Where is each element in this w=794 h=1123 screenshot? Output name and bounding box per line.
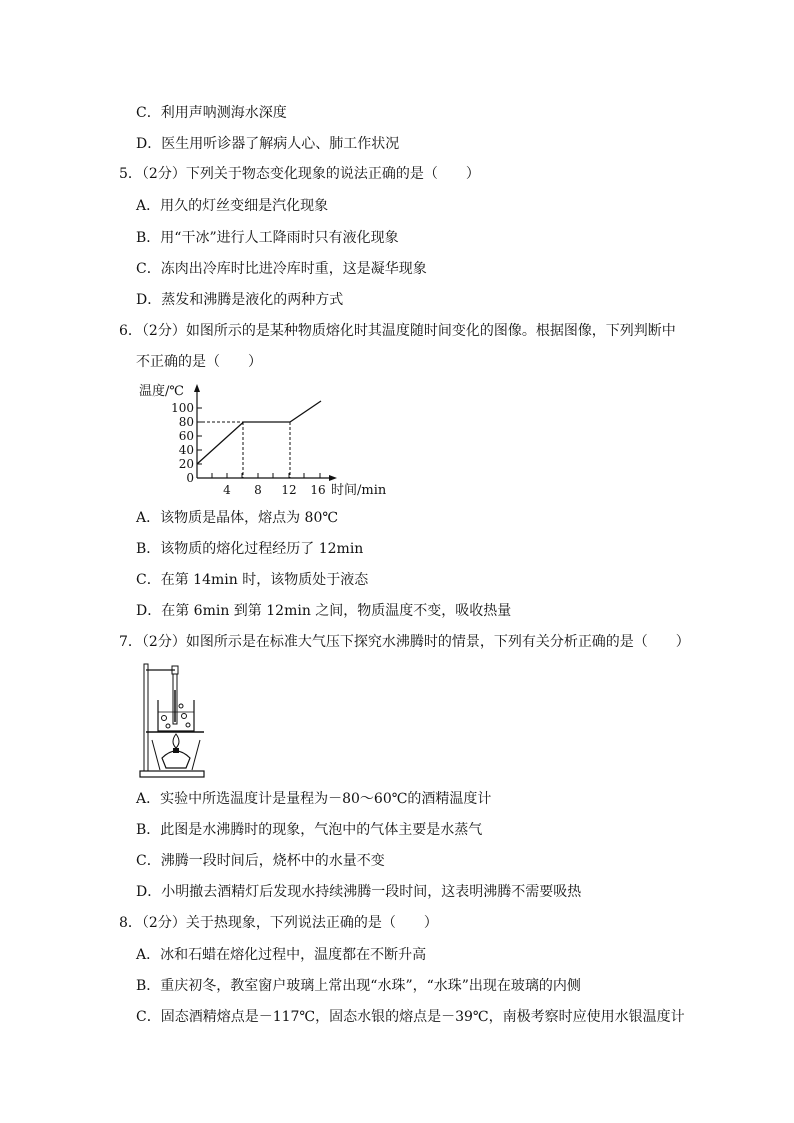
x-tick-8: 8 (254, 483, 262, 497)
q8-option-a: A．冰和石蜡在熔化过程中，温度都在不断升高 (136, 947, 427, 963)
data-series-line (197, 401, 321, 464)
y-tick-100: 100 (171, 401, 194, 415)
chart-xlabel: 时间/min (331, 483, 387, 498)
q7-stem: 7．（2分）如图所示是在标准大气压下探究水沸腾时的情景，下列有关分析正确的是（ ） (119, 634, 690, 650)
stand-rod (144, 664, 148, 771)
q5-option-b: B．用“干冰”进行人工降雨时只有液化现象 (136, 230, 399, 246)
q8-option-c: C．固态酒精熔点是－117℃，固态水银的熔点是－39℃，南极考察时应使用水银温度计 (136, 1009, 685, 1025)
bubble (182, 714, 187, 719)
stand-base (140, 771, 204, 777)
x-axis-arrow (329, 475, 337, 481)
q6-option-a: A．该物质是晶体，熔点为 80℃ (136, 510, 339, 526)
tripod-leg (152, 740, 160, 770)
alcohol-lamp (162, 751, 190, 768)
x-tick-16: 16 (310, 483, 326, 497)
chart-ylabel: 温度/℃ (139, 384, 184, 399)
q5-option-d: D．蒸发和沸腾是液化的两种方式 (136, 292, 344, 308)
q6-option-d: D．在第 6min 到第 12min 之间，物质温度不变，吸收热量 (136, 603, 512, 619)
q7-option-c: C．沸腾一段时间后，烧杯中的水量不变 (136, 853, 385, 869)
q5-stem: 5．（2分）下列关于物态变化现象的说法正确的是（ ） (119, 166, 480, 182)
q6-stem-line1: 6．（2分）如图所示的是某种物质熔化时其温度随时间变化的图像。根据图像，下列判断中 (119, 323, 676, 339)
boiling-apparatus-figure (138, 660, 208, 780)
q6-option-b: B．该物质的熔化过程经历了 12min (136, 541, 364, 557)
q6-stem-line2: 不正确的是（ ） (136, 354, 262, 370)
x-tick-4: 4 (223, 483, 231, 497)
q8-option-b: B．重庆初冬，教室窗户玻璃上常出现“水珠”，“水珠”出现在玻璃的内侧 (136, 978, 581, 994)
melting-curve-chart (135, 378, 400, 500)
tripod-leg (192, 740, 200, 770)
q4-option-c: C．利用声呐测海水深度 (136, 105, 287, 121)
q5-option-c: C．冻肉出冷库时比进冷库时重，这是凝华现象 (136, 261, 427, 277)
q6-option-c: C．在第 14min 时，该物质处于液态 (136, 572, 369, 588)
y-axis-arrow (194, 384, 200, 392)
bubble (162, 716, 167, 721)
bubble (166, 724, 170, 728)
y-tick-20: 20 (178, 457, 194, 471)
bubble (186, 723, 190, 727)
lamp-wick-holder (173, 748, 179, 753)
q7-option-d: D．小明撤去酒精灯后发现水持续沸腾一段时间，这表明沸腾不需要吸热 (136, 884, 582, 900)
q7-option-a: A．实验中所选温度计是量程为－80～60℃的酒精温度计 (136, 791, 492, 807)
y-tick-60: 60 (178, 429, 194, 443)
x-tick-12: 12 (281, 483, 297, 497)
y-tick-40: 40 (178, 443, 194, 457)
q8-stem: 8．（2分）关于热现象，下列说法正确的是（ ） (119, 915, 438, 931)
q4-option-d: D．医生用听诊器了解病人心、肺工作状况 (136, 136, 400, 152)
y-tick-0: 0 (186, 471, 194, 485)
q7-option-b: B．此图是水沸腾时的现象，气泡中的气体主要是水蒸气 (136, 822, 483, 838)
y-tick-80: 80 (178, 415, 194, 429)
bubble (179, 704, 183, 708)
q5-option-a: A．用久的灯丝变细是汽化现象 (136, 198, 329, 214)
flame (173, 734, 179, 748)
